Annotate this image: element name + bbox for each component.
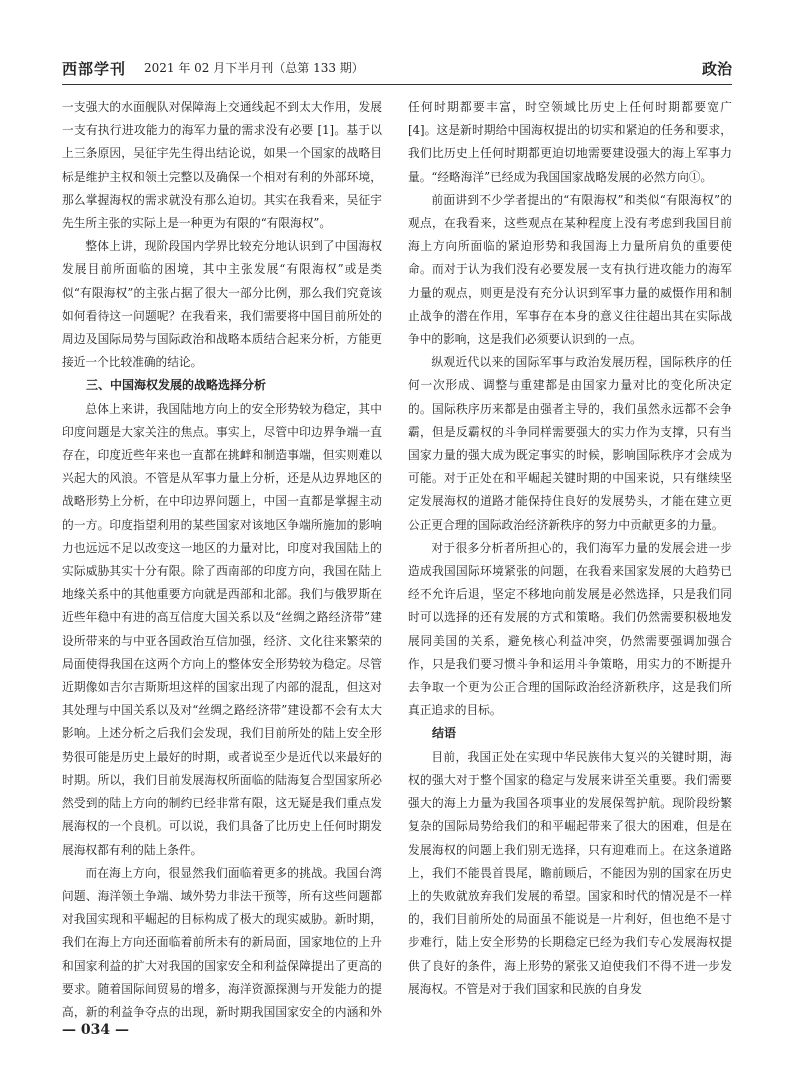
page-number: — 034 — <box>62 1022 129 1038</box>
running-header <box>62 58 732 78</box>
paragraph: 整体上讲，现阶段国内学界比较充分地认识到了中国海权发展目前所面临的困境，其中主张发展“有限海权”或是类似“有限海权”的主张占据了很大一部分比例，那么我们究竟该如何看待这一问题呢？在我看来，我们需要将中国目前所处的周边及国际局势与国际政治和战略本质结合起来分析，方能更接近一个比较准确的结论。 <box>62 239 382 370</box>
journal-logo: 西部学刊 <box>62 60 127 78</box>
paragraph: 一支强大的水面舰队对保障海上交通线起不到太大作用，发展一支有执行进攻能力的海军力量的需求没有必要 [1]。基于以上三条原因，吴征宇先生得出结论说，如果一个国家的战略目标是维护主权和领土完整以及确保一个相对有利的外部环境，那么掌握海权的需求就没有那么迫切。其实在我看来，吴征宇先生所主张的实际上是一种更为有限的“有限海权”。 <box>62 100 382 231</box>
section-heading: 结语 <box>432 726 457 741</box>
left-column <box>62 96 382 1026</box>
header-rule <box>62 84 732 85</box>
section-heading: 三、中国海权发展的战略选择分析 <box>86 378 267 393</box>
paragraph: 任何时期都要丰富，时空领域比历史上任何时期都要宽广 [4]。这是新时期给中国海权提出的切实和紧迫的任务和要求，我们比历史上任何时期都更迫切地需要建设强大的海上军事力量。“经略海洋”已经成为我国国家战略发展的必然方向①。 <box>408 100 732 184</box>
paragraph: 前面讲到不少学者提出的“有限海权”和类似“有限海权”的观点，在我看来，这些观点在某种程度上没有考虑到我国目前海上方向所面临的紧迫形势和我国海上力量所肩负的重要使命。而对于认为我们没有必要发展一支有执行进攻能力的海军力量的观点，则更是没有充分认识到军事力量的威慑作用和制止战争的潜在作用，军事存在本身的意义往往超出其在实际战争中的影响，这是我们必须要认识到的一点。 <box>408 192 732 347</box>
paragraph: 对于很多分析者所担心的，我们海军力量的发展会进一步造成我国国际环境紧张的问题，在我看来国家发展的大趋势已经不允许后退，坚定不移地向前发展是必然选择，只是我们同时可以选择的还有发展的方式和策略。我们仍然需要积极地发展同美国的关系，避免核心利益冲突，仍然需要强调加强合作，只是我们要习惯斗争和运用斗争策略，用实力的不断提升去争取一个更为公正合理的国际政治经济新秩序，这是我们所真正追求的目标。 <box>408 540 732 718</box>
issue-info: 2021 年 02 月下半月刊（总第 133 期） <box>144 61 364 75</box>
paragraph: 总体上来讲，我国陆地方向上的安全形势较为稳定，其中印度问题是大家关注的焦点。事实上，尽管中印边界争端一直存在，印度近些年来也一直都在挑衅和制造事端，但实则难以兴起大的风浪。不管是从军事力量上分析，还是从边界地区的战略形势上分析，在中印边界问题上，中国一直都是掌握主动的一方。印度指望利用的某些国家对该地区争端所施加的影响力也远远不足以改变这一地区的力量对比，印度对我国陆上的实际威胁其实十分有限。除了西南部的印度方向，我国在陆上地缘关系中的其他重要方向就是西部和北部。我们与俄罗斯在近些年稳中有进的高互信度大国关系以及“丝绸之路经济带”建设所带来的与中亚各国政治互信加强，经济、文化往来繁荣的局面使得我国在这两个方向上的整体安全形势较为稳定。尽管近期像如吉尔吉斯斯坦这样的国家出现了内部的混乱，但这对其处理与中国关系以及对“丝绸之路经济带”建设都不会有太大影响。上述分析之后我们会发现，我们目前所处的陆上安全形势很可能是历史上最好的时期，或者说至少是近代以来最好的时期。所以，我们目前发展海权所面临的陆海复合型国家所必然受到的陆上方向的制约已经非常有限，这无疑是我们重点发展海权的一个良机。可以说，我们具备了比历史上任何时期发展海权都有利的陆上条件。 <box>62 401 382 857</box>
section-label: 政治 <box>701 60 732 78</box>
paragraph: 纵观近代以来的国际军事与政治发展历程，国际秩序的任何一次形成、调整与重建都是由国家力量对比的变化所决定的。国际秩序历来都是由强者主导的，我们虽然永远都不会争霸，但是反霸权的斗争同样需要强大的实力作为支撑，只有当国家力量的强大成为既定事实的时候，影响国际秩序才会成为可能。对于正处在和平崛起关键时期的中国来说，只有继续坚定发展海权的道路才能保持住良好的发展势头，才能在建立更公正更合理的国际政治经济新秩序的努力中贡献更多的力量。 <box>408 355 732 532</box>
paragraph: 目前，我国正处在实现中华民族伟大复兴的关键时期，海权的强大对于整个国家的稳定与发展来讲至关重要。我们需要强大的海上力量为我国各项事业的发展保驾护航。现阶段纷繁复杂的国际局势给我们的和平崛起带来了很大的困难，但是在发展海权的问题上我们别无选择，只有迎难而上。在这条道路上，我们不能畏首畏尾，瞻前顾后，不能因为别的国家在历史上的失败就放弃我们发展的希望。国家和时代的情况是不一样的，我们目前所处的局面虽不能说是一片利好，但也绝不是寸步难行，陆上安全形势的长期稳定已经为我们专心发展海权提供了良好的条件，海上形势的紧张又迫使我们不得不进一步发展海权。不管是对于我们国家和民族的自身发 <box>408 749 732 996</box>
paragraph: 而在海上方向，很显然我们面临着更多的挑战。我国台湾问题、海洋领土争端、域外势力非法干预等，所有这些问题都对我国实现和平崛起的目标构成了极大的现实威胁。新时期，我们在海上方向还面临着前所未有的新局面，国家地位的上升和国家利益的扩大对我国的国家安全和利益保障提出了更高的要求。随着国际间贸易的增多，海洋资源探测与开发能力的提高，新的利益争夺点的出现，新时期我国国家安全的内涵和外 <box>62 865 382 1019</box>
right-column <box>408 96 732 1026</box>
